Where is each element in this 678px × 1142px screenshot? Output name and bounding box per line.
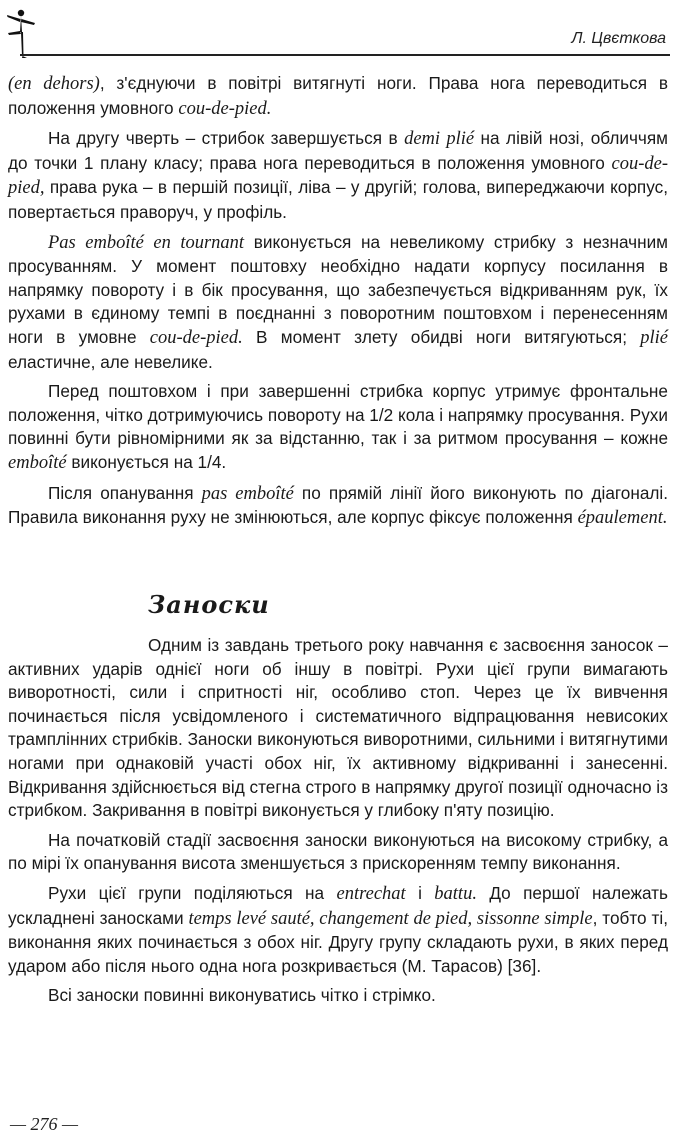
- paragraph: На початковій стадії засвоєння заноски виконуються на високому стрибку, а по мірі їх опанування висота зменшується з прискоренням темпу виконання.: [8, 829, 668, 874]
- page-number: — 276 —: [10, 1114, 79, 1134]
- italic-term: Pas emboîté en tournant: [48, 232, 245, 253]
- paragraph: [8, 380, 668, 475]
- italic-term: battu.: [434, 883, 477, 904]
- italic-term: cou-de-pied.: [178, 98, 272, 119]
- text-run: Рухи цієї групи поділяються на: [48, 882, 337, 903]
- text-run: права рука – в першій позиції, ліва – у другій; голова, випереджаючи корпус, повертається праворуч, у профіль.: [8, 177, 668, 222]
- text-run: виконується на невеликому стрибку з незначним просуванням. У момент поштовху необхідно надати корпусу посилання в напрямку повороту і в бік просування, що забезпечується відкриванням рук, їх рухами в єдиному темпі в поєднанні з поворотним поштовхом і перенесенням ноги в умовне: [8, 231, 668, 347]
- text-run: і: [405, 882, 435, 903]
- text-run: , з'єднуючи в повітрі витягнуті ноги. Права нога переводиться в положення умовного: [8, 73, 668, 118]
- italic-term: emboîté: [8, 452, 67, 473]
- italic-term: (en dehors): [8, 74, 100, 94]
- running-head: Л. Цвєткова: [571, 30, 666, 47]
- section-text: [8, 634, 668, 1014]
- text-run: еластичне, але невелике.: [8, 351, 213, 372]
- italic-term: cou-de-pied,: [8, 153, 668, 199]
- section-title: Заноски: [148, 590, 270, 619]
- italic-term: demi plié: [404, 129, 475, 150]
- page-header: [0, 0, 678, 66]
- text-run: Після опанування: [48, 482, 202, 503]
- italic-term: entrechat: [336, 883, 406, 904]
- text-run: по прямій лінії його виконують по діагоналі. Правила виконання руху не змінюються, але корпус фіксує положення: [8, 482, 668, 528]
- italic-term: épaulement.: [577, 508, 668, 529]
- paragraph: [8, 482, 668, 531]
- paragraph: Одним із завдань третього року навчання є засвоєння заносок – активних ударів однієї ноги об іншу в повітрі. Рухи цієї групи вимагають виворотності, сили і спритності ніг, особливо стоп. Через це їх вивчення починається після усвідомленого і систематичного відпрацювання невисоких трамплінних стрибків. Заноски виконуються виворотними, сильними і витягнутими ногами при однаковій участі обох ніг, їх активному відкриванні і занесенні. Відкривання здійснюється від стегна строго в напрямку другої позиції одночасно із стрибком. Закривання в повітрі виконується у глибоку п'яту позицію.: [8, 635, 668, 821]
- italic-term: plié: [640, 327, 668, 348]
- text-run: на лівій нозі, обличчям до точки 1 плану класу; права нога переводиться в положення умовного: [8, 128, 668, 173]
- header-rule: [20, 54, 670, 56]
- text-run: Перед поштовхом і при завершенні стрибка корпус утримує фронтальне положення, чітко дотримуючись повороту на 1/2 кола і напрямку просування. Рухи повинні бути рівномірними як за відстанню, так і за ритмом просування – кожне: [8, 381, 668, 449]
- text-run: В момент злету обидві ноги витягуються;: [242, 326, 641, 347]
- italic-term: pas emboîté: [201, 483, 294, 504]
- paragraph: Всі заноски повинні виконуватись чітко і стрімко.: [48, 985, 436, 1006]
- paragraph: [8, 127, 668, 224]
- text-run: На другу чверть – стрибок завершується в: [48, 128, 405, 149]
- body-text: [8, 72, 668, 537]
- text-run: виконується на 1/4.: [66, 451, 227, 472]
- paragraph: [8, 882, 668, 978]
- text-run: До першої належать ускладнені заносками: [8, 882, 669, 928]
- paragraph: [8, 72, 668, 121]
- paragraph: [8, 231, 668, 375]
- italic-term: temps levé sauté, changement de pied, sissonne simple: [188, 908, 593, 929]
- italic-term: cou-de-pied.: [149, 327, 243, 348]
- text-run: , тобто ті, виконання яких починається з обох ніг. Другу групу складають рухи, в яких перед ударом або після нього одна нога розкривається (М. Тарасов) [36].: [8, 907, 668, 976]
